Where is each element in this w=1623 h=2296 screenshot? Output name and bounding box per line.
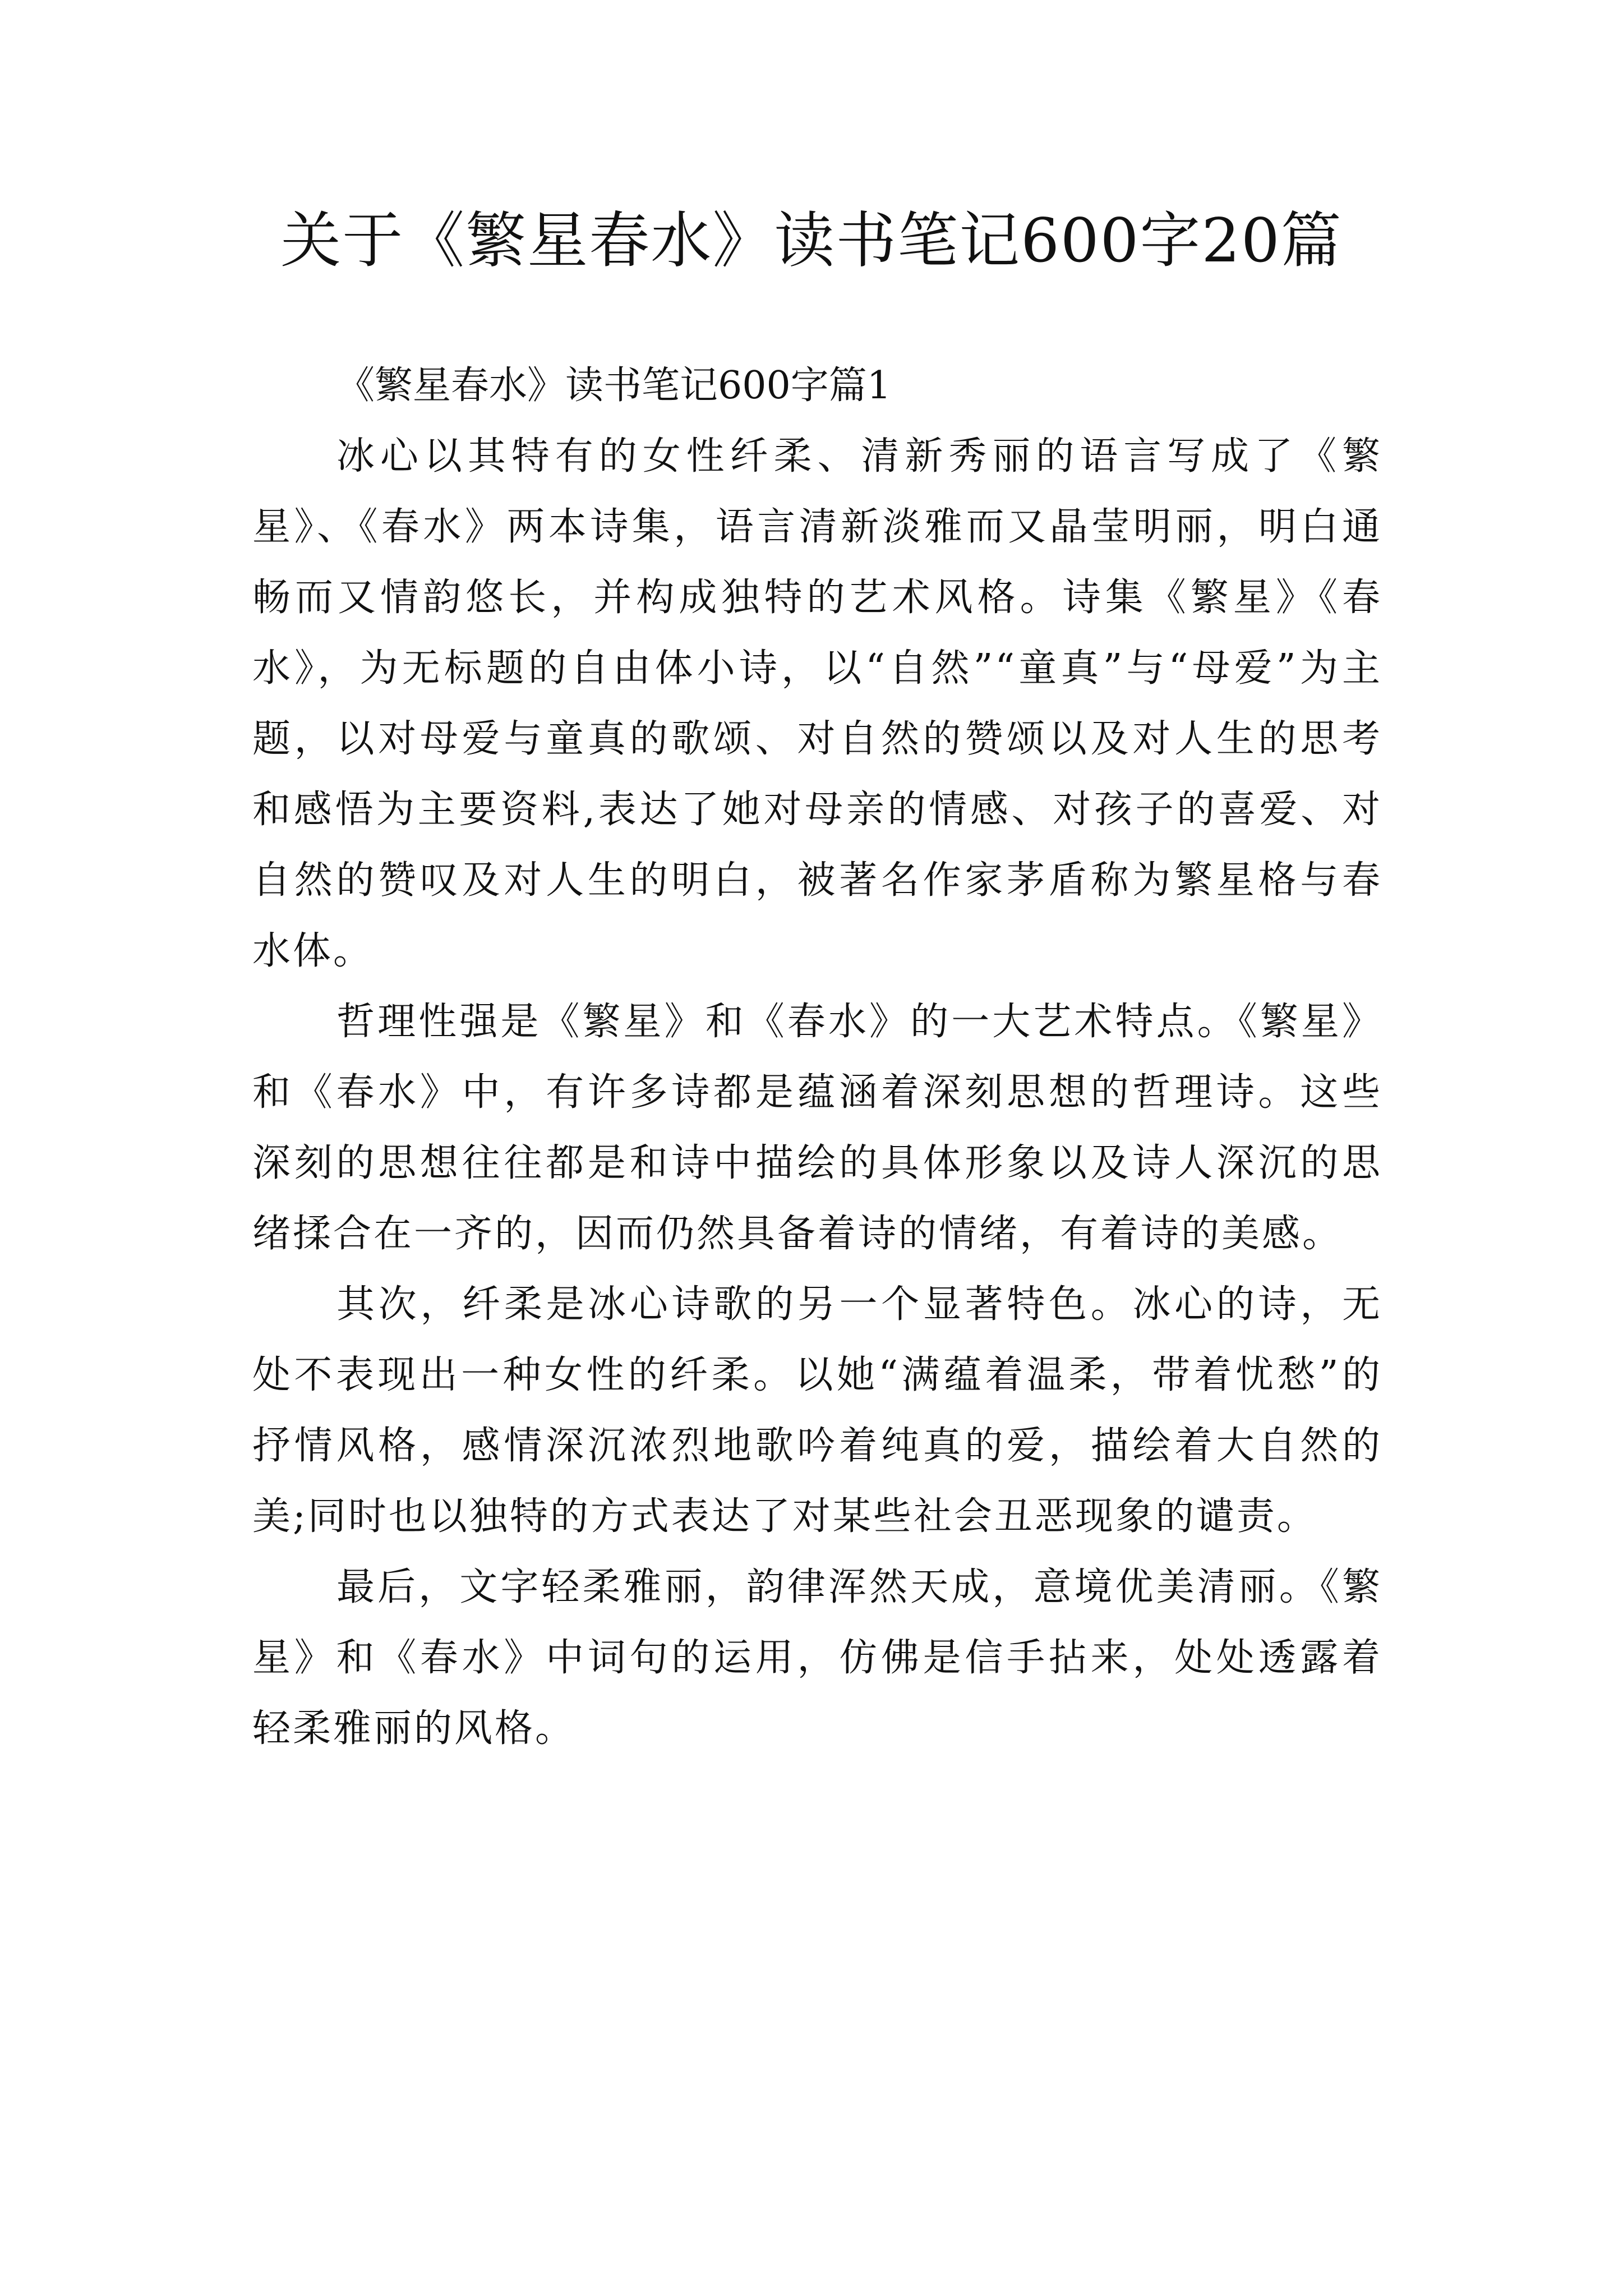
paragraph-1: 冰心以其特有的女性纤柔、清新秀丽的语言写成了《繁星》、《春水》两本诗集，语言清新淡雅而又晶莹明丽，明白通畅而又情韵悠长，并构成独特的艺术风格。诗集《繁星》《春水》，为无标题的自由体小诗，以“自然”“童真”与“母爱”为主题，以对母爱与童真的歌颂、对自然的赞颂以及对人生的思考和感悟为主要资料,表达了她对母亲的情感、对孩子的喜爱、对自然的赞叹及对人生的明白，被著名作家茅盾称为繁星格与春水体。 (252, 434, 1382, 973)
paragraph-4: 最后，文字轻柔雅丽，韵律浑然天成，意境优美清丽。《繁星》和《春水》中词句的运用，仿佛是信手拈来，处处透露着轻柔雅丽的风格。 (252, 1565, 1382, 1751)
document-title: 关于《繁星春水》读书笔记600字20篇 (280, 206, 1343, 276)
section-title: 《繁星春水》读书笔记600字篇1 (336, 364, 892, 408)
paragraph-3: 其次，纤柔是冰心诗歌的另一个显著特色。冰心的诗，无处不表现出一种女性的纤柔。以她“满蕴着温柔，带着忧愁”的抒情风格，感情深沉浓烈地歌吟着纯真的爱，描绘着大自然的美;同时也以独特的方式表达了对某些社会丑恶现象的谴责。 (252, 1282, 1382, 1539)
document-body (252, 351, 1382, 1764)
paragraph-2: 哲理性强是《繁星》和《春水》的一大艺术特点。《繁星》和《春水》中，有许多诗都是蕴涵着深刻思想的哲理诗。这些深刻的思想往往都是和诗中描绘的具体形象以及诗人深沉的思绪揉合在一齐的，因而仍然具备着诗的情绪，有着诗的美感。 (252, 1000, 1382, 1256)
